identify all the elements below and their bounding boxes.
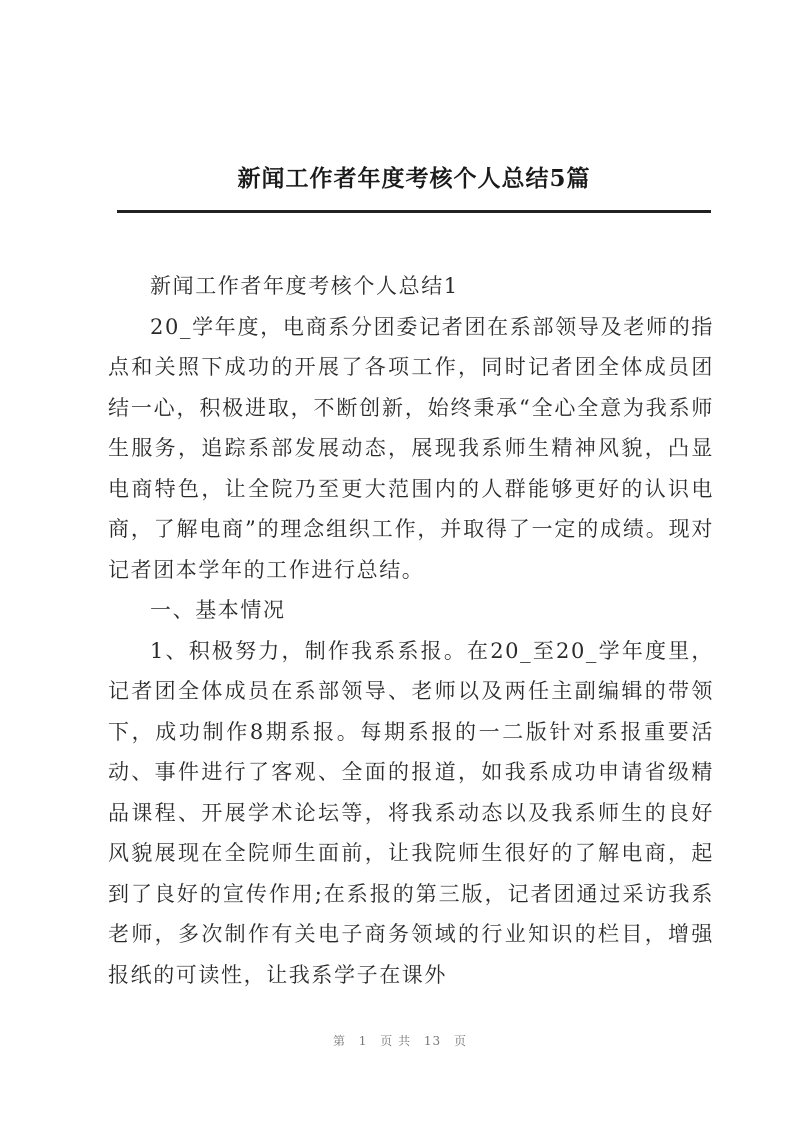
page-number: 1 xyxy=(358,1034,368,1048)
subsection-heading: 一、基本情况 xyxy=(150,598,286,622)
document-title: 新闻工作者年度考核个人总结5篇 xyxy=(237,165,591,192)
page-middle: 页 共 xyxy=(380,1034,412,1048)
page-footer xyxy=(0,1032,800,1049)
body-paragraph: 20_学年度，电商系分团委记者团在系部领导及老师的指点和关照下成功的开展了各项工作，同时记者团全体成员团结一心，积极进取，不断创新，始终秉承“全心全意为我系师生服务，追踪系部发展动态，展现我系师生精神风貌，凸显电商特色，让全院乃至更大范围内的人群能够更好的认识电商，了解电商”的理念组织工作，并取得了一定的成绩。现对记者团本学年的工作进行总结。 xyxy=(108,314,714,582)
body-paragraph: 1、积极努力，制作我系系报。在20_至20_学年度里，记者团全体成员在系部领导、老师以及两任主副编辑的带领下，成功制作8期系报。每期系报的一二版针对系报重要活动、事件进行了客观、全面的报道，如我系成功申请省级精品课程、开展学术论坛等，将我系动态以及我系师生的良好风貌展现在全院师生面前，让我院师生很好的了解电商，起到了良好的宣传作用;在系报的第三版，记者团通过采访我系老师，多次制作有关电子商务领域的行业知识的栏目，增强报纸的可读性，让我系学子在课外 xyxy=(108,638,714,987)
page-prefix: 第 xyxy=(332,1034,346,1048)
page-total: 13 xyxy=(423,1034,442,1048)
document-body xyxy=(108,266,714,995)
page-suffix: 页 xyxy=(454,1034,468,1048)
title-underline xyxy=(117,210,711,213)
section-heading: 新闻工作者年度考核个人总结1 xyxy=(150,274,459,298)
